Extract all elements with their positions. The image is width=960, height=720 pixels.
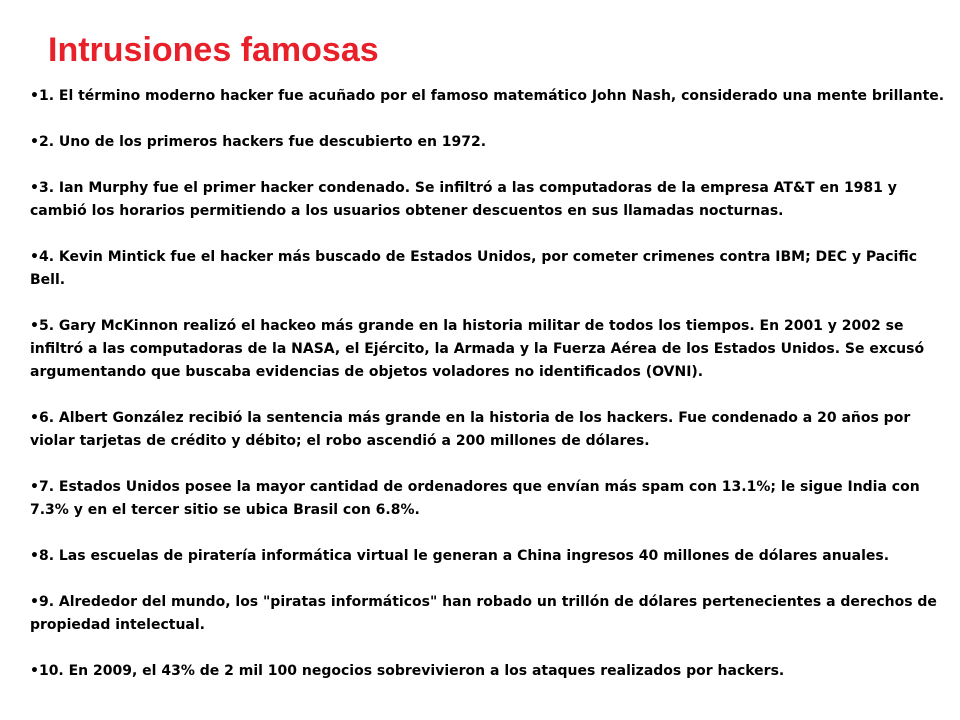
facts-list	[30, 85, 955, 683]
list-item: •1. El término moderno hacker fue acuñado por el famoso matemático John Nash, considerado una mente brillante.	[30, 88, 945, 104]
list-item: •4. Kevin Mintick fue el hacker más buscado de Estados Unidos, por cometer crimenes contra IBM; DEC y Pacific Bell.	[30, 249, 917, 288]
list-item: •6. Albert González recibió la sentencia más grande en la historia de los hackers. Fue condenado a 20 años por violar tarjetas de crédito y débito; el robo ascendió a 200 millones de dólares.	[30, 410, 911, 449]
list-item: •10. En 2009, el 43% de 2 mil 100 negocios sobrevivieron a los ataques realizados por hackers.	[30, 663, 785, 679]
list-item: •7. Estados Unidos posee la mayor cantidad de ordenadores que envían más spam con 13.1%; le sigue India con 7.3% y en el tercer sitio se ubica Brasil con 6.8%.	[30, 479, 920, 518]
list-item: •2. Uno de los primeros hackers fue descubierto en 1972.	[30, 134, 487, 150]
slide-title: Intrusiones famosas	[48, 31, 379, 69]
list-item: •5. Gary McKinnon realizó el hackeo más grande en la historia militar de todos los tiempos. En 2001 y 2002 se infiltró a las computadoras de la NASA, el Ejército, la Armada y la Fuerza Aérea de los Estados Unidos. Se excusó argumentando que buscaba evidencias de objetos voladores no identificados (OVNI).	[30, 318, 925, 380]
list-item: •3. Ian Murphy fue el primer hacker condenado. Se infiltró a las computadoras de la empresa AT&T en 1981 y cambió los horarios permitiendo a los usuarios obtener descuentos en sus llamadas nocturnas.	[30, 180, 897, 219]
list-item: •8. Las escuelas de piratería informática virtual le generan a China ingresos 40 millones de dólares anuales.	[30, 548, 890, 564]
list-item: •9. Alrededor del mundo, los "piratas informáticos" han robado un trillón de dólares pertenecientes a derechos de propiedad intelectual.	[30, 594, 937, 633]
